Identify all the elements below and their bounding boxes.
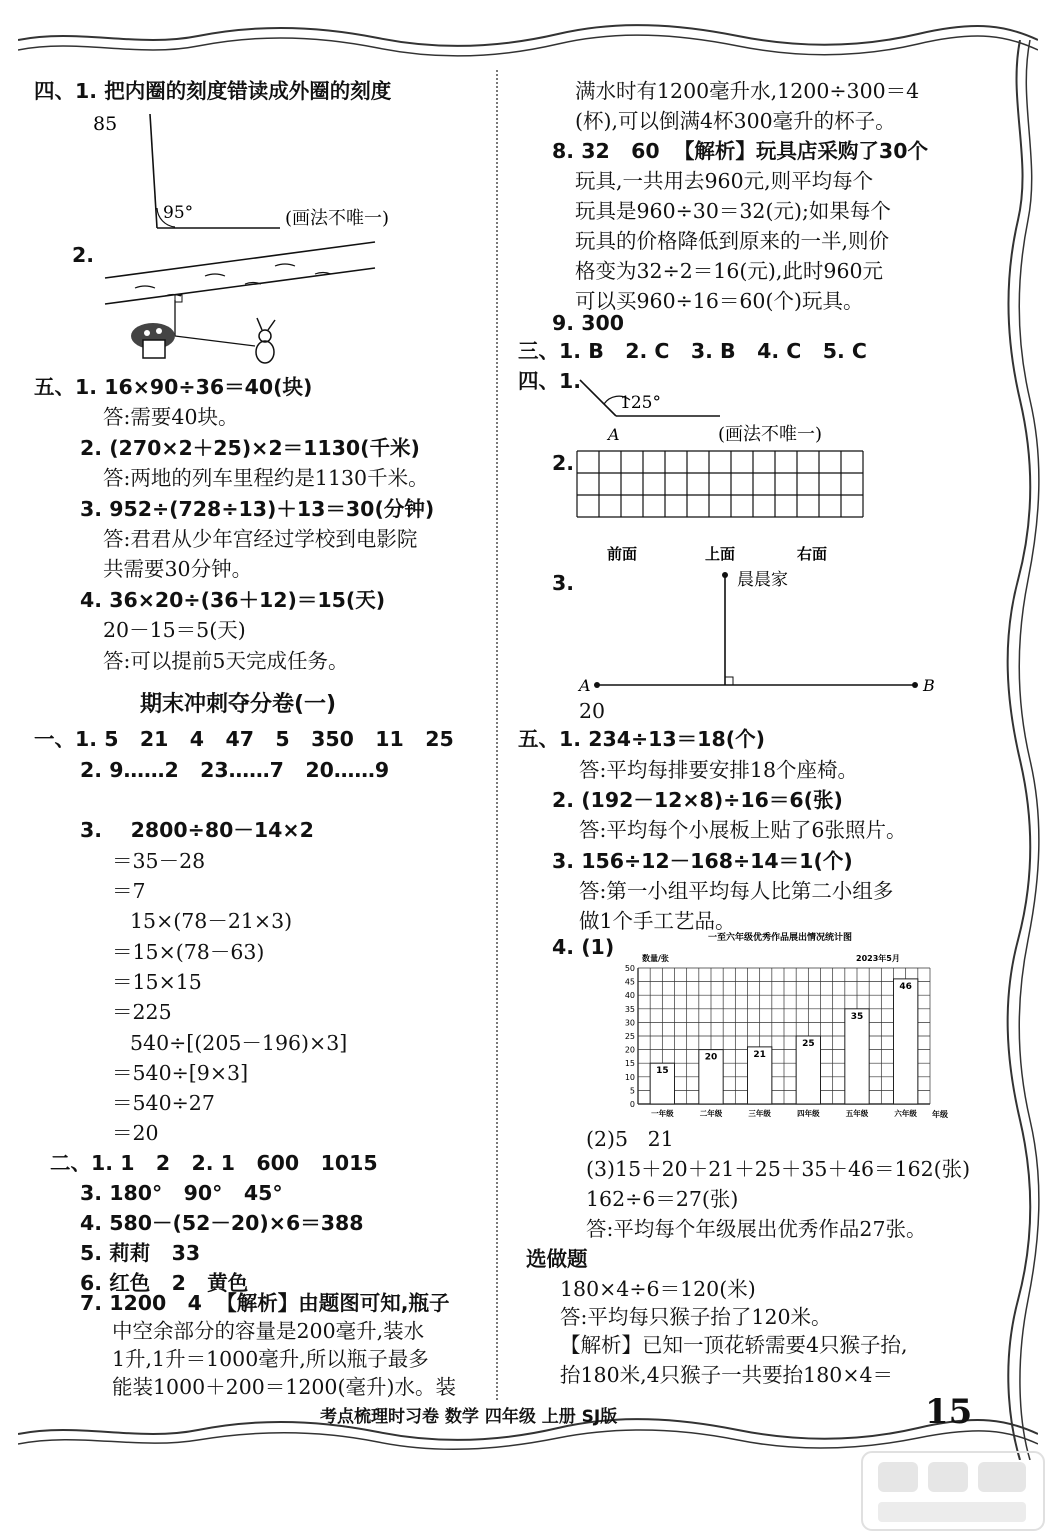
chart-ytick-label: 30	[624, 1018, 635, 1028]
left-s2-7d: 能装1000＋200＝1200(毫升)水。装	[112, 1375, 456, 1399]
optional-c: 【解析】已知一顶花轿需要4只猴子抬,	[560, 1333, 908, 1357]
right-r9: 9. 300	[552, 311, 624, 335]
chart-value-label: 21	[753, 1049, 766, 1060]
chart-ytick-label: 40	[624, 991, 635, 1001]
left-note-not-unique: (画法不唯一)	[285, 208, 390, 229]
footer-text: 考点梳理时习卷 数学 四年级 上册 SJ版	[320, 1407, 618, 1427]
left-q5-2a: 2. (270×2＋25)×2＝1130(千米)	[80, 436, 420, 460]
right-r5-3c: 做1个手工艺品。	[579, 909, 736, 933]
right-r5-4-2: (2)5 21	[586, 1127, 674, 1151]
left-s1-3b: ＝35－28	[112, 849, 206, 873]
right-r5-3b: 答:第一小组平均每人比第二小组多	[579, 879, 894, 903]
chart-value-label: 15	[656, 1066, 669, 1077]
right-r8a: 8. 32 60 【解析】玩具店采购了30个	[552, 139, 928, 163]
mushroom-house-icon	[131, 323, 175, 358]
rabbit-icon	[256, 318, 275, 363]
left-q5-1a: 五、1. 16×90÷36＝40(块)	[34, 375, 313, 399]
left-s2-3: 3. 180° 90° 45°	[80, 1181, 283, 1205]
right-r5-2a: 2. (192－12×8)÷16＝6(张)	[552, 788, 843, 812]
chart-date: 2023年5月	[856, 954, 900, 963]
right-r4-3-num: 20	[579, 699, 606, 723]
chart-ytick-label: 50	[624, 964, 635, 973]
right-r8f: 可以买960÷16＝60(个)玩具。	[575, 289, 864, 313]
left-s1-3k: ＝20	[112, 1121, 159, 1145]
chart-value-label: 25	[802, 1039, 815, 1049]
right-r8b: 玩具,一共用去960元,则平均每个	[575, 169, 874, 193]
chart-ytick-label: 25	[624, 1032, 635, 1041]
right-r5-4-4: 162÷6＝27(张)	[586, 1187, 739, 1211]
right-r8d: 玩具的价格降低到原来的一半,则价	[575, 229, 890, 253]
optional-title: 选做题	[526, 1247, 588, 1271]
angle-label-85: 85	[93, 113, 118, 135]
left-s2-7b: 中空余部分的容量是200毫升,装水	[112, 1319, 425, 1343]
right-r7a: 满水时有1200毫升水,1200÷300＝4	[575, 79, 920, 103]
right-border-decoration	[1000, 40, 1040, 1460]
optional-b: 答:平均每只猴子抬了120米。	[560, 1305, 832, 1329]
left-q5-3b: 答:君君从少年宫经过学校到电影院	[103, 527, 418, 551]
left-q5-4c: 答:可以提前5天完成任务。	[103, 649, 349, 673]
left-s1-1: 一、1. 5 21 4 47 5 350 11 25	[34, 727, 454, 751]
right-r4-3: 3.	[552, 571, 575, 595]
house-label: 晨晨家	[737, 570, 788, 590]
point-a-line-label: A	[579, 676, 591, 695]
left-s2-5: 5. 莉莉 33	[80, 1241, 201, 1265]
left-s1-3c: ＝7	[112, 879, 146, 903]
right-r5-1a: 五、1. 234÷13＝18(个)	[518, 727, 765, 751]
point-b-line-label: B	[923, 676, 935, 695]
chart-value-label: 20	[704, 1052, 718, 1063]
column-divider	[496, 70, 498, 1400]
optional-d: 抬180米,4只猴子一共要抬180×4＝	[560, 1363, 894, 1387]
angle-drawing-125	[570, 376, 870, 448]
left-s2-7c: 1升,1升＝1000毫升,所以瓶子最多	[112, 1347, 429, 1371]
chart-category-label: 三年级	[748, 1109, 771, 1118]
angle-label-95: 95°	[163, 203, 194, 223]
chart-category-label: 六年级	[894, 1109, 917, 1118]
left-q5-1b: 答:需要40块。	[103, 405, 239, 429]
left-s1-3a: 3. 2800÷80－14×2	[80, 818, 314, 842]
left-s1-3g: ＝225	[112, 1000, 172, 1024]
right-r3: 三、1. B 2. C 3. B 4. C 5. C	[518, 339, 867, 363]
chart-value-label: 46	[899, 981, 912, 992]
right-r5-1b: 答:平均每排要安排18个座椅。	[579, 758, 858, 782]
angle-label-125: 125°	[620, 393, 661, 413]
left-s2-4: 4. 580－(52－20)×6＝388	[80, 1211, 364, 1235]
view-label-front: 前面	[607, 545, 638, 563]
left-s1-3j: ＝540÷27	[112, 1091, 215, 1115]
views-grid-drawing	[575, 449, 875, 569]
right-r5-4: 4. (1)	[552, 935, 615, 959]
left-s1-3e: ＝15×(78－63)	[112, 940, 265, 964]
right-r7b: (杯),可以倒满4杯300毫升的杯子。	[575, 109, 896, 133]
right-r5-3a: 3. 156÷12－168÷14＝1(个)	[552, 849, 853, 873]
left-s2-7a: 7. 1200 4 【解析】由题图可知,瓶子	[80, 1291, 450, 1315]
left-q4-1: 四、1. 把内圈的刻度错读成外圈的刻度	[34, 79, 392, 103]
left-s1-3f: ＝15×15	[112, 970, 202, 994]
optional-a: 180×4÷6＝120(米)	[560, 1277, 756, 1301]
views-grid	[577, 451, 863, 517]
left-q4-2: 2.	[72, 243, 95, 267]
chart-ytick-label: 10	[624, 1072, 635, 1082]
left-s1-3h: 540÷[(205－196)×3]	[130, 1031, 348, 1055]
chart-ytick-label: 5	[629, 1086, 635, 1096]
bar-chart-svg	[612, 928, 958, 1124]
chart-bar-5	[845, 1009, 869, 1104]
chart-category-label: 二年级	[699, 1109, 723, 1118]
right-r4-1: 四、1.	[518, 369, 582, 393]
right-note-not-unique: (画法不唯一)	[718, 424, 823, 445]
chart-title: 一至六年级优秀作品展出情况统计图	[707, 933, 853, 943]
chart-category-label: 四年级	[797, 1109, 820, 1118]
angle-drawing-95	[85, 108, 445, 248]
chart-bar-6	[894, 979, 918, 1104]
bar-chart	[612, 928, 958, 1124]
view-label-right: 右面	[797, 545, 828, 563]
right-r5-4-3: (3)15＋20＋21＋25＋35＋46＝162(张)	[586, 1157, 971, 1181]
chart-ytick-label: 45	[624, 977, 635, 987]
chart-xlabel: 年级	[932, 1110, 948, 1119]
chart-category-label: 五年级	[845, 1109, 869, 1118]
left-s2-6: 6. 红色 2 黄色	[80, 1271, 249, 1295]
river-map-drawing	[95, 236, 395, 372]
chart-ytick-label: 35	[624, 1004, 635, 1014]
view-label-top: 上面	[705, 545, 736, 563]
right-r4-2: 2.	[552, 451, 575, 475]
chart-ytick-label: 0	[629, 1100, 635, 1109]
top-border-decoration	[18, 18, 1038, 58]
chart-value-label: 35	[850, 1011, 864, 1022]
left-q5-4b: 20－15＝5(天)	[103, 618, 246, 642]
chart-category-label: 一年级	[651, 1109, 674, 1118]
point-a-label: A	[608, 425, 620, 444]
left-q5-4a: 4. 36×20÷(36＋12)＝15(天)	[80, 588, 386, 612]
chart-ytick-label: 20	[624, 1045, 635, 1055]
perpendicular-drawing	[575, 565, 935, 700]
chart-ytick-label: 15	[624, 1059, 635, 1069]
left-s1-3i: ＝540÷[9×3]	[112, 1061, 249, 1085]
left-q5-3a: 3. 952÷(728÷13)＋13＝30(分钟)	[80, 497, 435, 521]
left-s1-2: 2. 9……2 23……7 20……9	[80, 758, 390, 782]
left-q5-3c: 共需要30分钟。	[103, 557, 253, 581]
watermark-logo	[858, 1448, 1048, 1534]
page-number: 15	[925, 1392, 973, 1432]
left-s1-3d: 15×(78－21×3)	[130, 909, 293, 933]
right-r5-2b: 答:平均每个小展板上贴了6张照片。	[579, 818, 907, 842]
right-r8c: 玩具是960÷30＝32(元);如果每个	[575, 199, 891, 223]
left-s2-1: 二、1. 1 2 2. 1 600 1015	[50, 1151, 378, 1175]
section-title: 期末冲刺夺分卷(一)	[140, 692, 337, 717]
left-q5-2b: 答:两地的列车里程约是1130千米。	[103, 466, 429, 490]
right-r5-4-5: 答:平均每个年级展出优秀作品27张。	[586, 1217, 927, 1241]
chart-ylabel: 数量/张	[642, 954, 669, 963]
right-r8e: 格变为32÷2＝16(元),此时960元	[575, 259, 884, 283]
